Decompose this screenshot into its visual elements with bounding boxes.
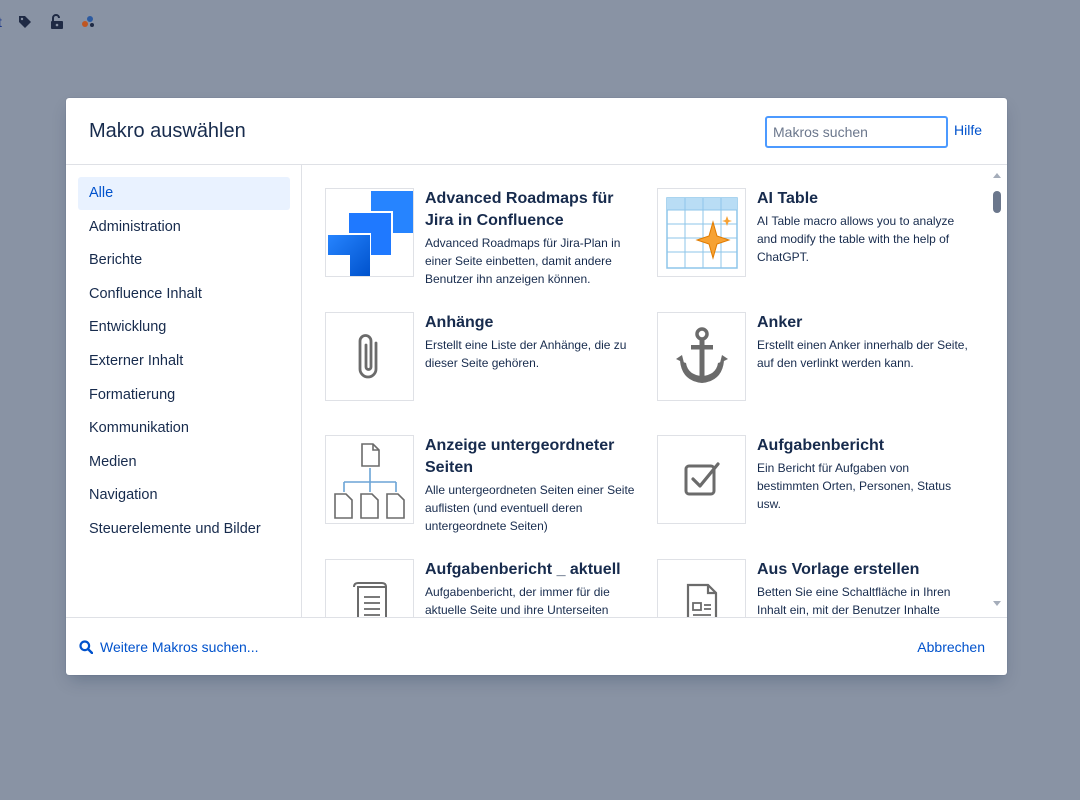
scroll-icon: [325, 559, 414, 617]
category-confluence-content[interactable]: Confluence Inhalt: [89, 285, 202, 302]
macro-item-children-display[interactable]: [325, 435, 645, 545]
category-media[interactable]: Medien: [89, 453, 137, 470]
checkbox-icon: [657, 435, 746, 524]
page-toolbar: [0, 10, 98, 34]
macro-name: AI Table: [757, 190, 819, 207]
paperclip-icon: [325, 312, 414, 401]
category-all[interactable]: Alle: [78, 177, 290, 210]
macro-name: Aufgabenbericht _ aktuell: [425, 561, 621, 578]
category-sidebar: [66, 165, 302, 617]
macro-item-task-report[interactable]: [657, 435, 977, 545]
macro-list-scrollbar[interactable]: [991, 173, 1003, 613]
search-icon: [79, 640, 93, 654]
macro-description: Advanced Roadmaps für Jira-Plan in einer Seite einbetten, damit andere Benutzer ihn anzeigen können.: [425, 236, 621, 286]
macro-description: Erstellt einen Anker innerhalb der Seite, auf den verlinkt werden kann.: [757, 338, 968, 370]
dialog-footer: [66, 617, 1007, 675]
macro-item-attachments[interactable]: [325, 312, 645, 422]
macro-name: Advanced Roadmaps für Jira in Confluence: [425, 190, 614, 229]
macro-item-anchor[interactable]: [657, 312, 977, 422]
category-communication[interactable]: Kommunikation: [89, 420, 189, 437]
macro-item-create-from-template[interactable]: [657, 559, 977, 617]
category-navigation[interactable]: Navigation: [89, 487, 158, 504]
find-more-macros-link[interactable]: [79, 639, 258, 655]
category-development[interactable]: Entwicklung: [89, 319, 167, 336]
help-link[interactable]: Hilfe: [954, 122, 983, 138]
category-reports[interactable]: Berichte: [89, 252, 143, 269]
ai-table-icon: [657, 188, 746, 277]
category-external-content[interactable]: Externer Inhalt: [89, 352, 184, 369]
dialog-body: [66, 165, 1007, 617]
macro-description: AI Table macro allows you to analyze and modify the table with the help of ChatGPT.: [757, 214, 955, 264]
macro-name: Aufgabenbericht: [757, 437, 885, 454]
category-formatting[interactable]: Formatierung: [89, 386, 176, 403]
macro-description: Betten Sie eine Schaltfläche in Ihren Inhalt ein, mit der Benutzer Inhalte: [757, 585, 951, 617]
macro-item-advanced-roadmaps[interactable]: [325, 188, 645, 298]
macro-item-ai-table[interactable]: [657, 188, 977, 298]
cancel-button[interactable]: Abbrechen: [917, 639, 985, 655]
dialog-header: [66, 98, 1007, 165]
macro-name: Anhänge: [425, 314, 494, 331]
macro-name: Anzeige untergeordneter Seiten: [425, 437, 615, 476]
category-controls-images[interactable]: Steuerelemente und Bilder: [89, 520, 261, 537]
find-more-macros-label: Weitere Makros suchen...: [100, 639, 259, 655]
macro-description: Erstellt eine Liste der Anhänge, die zu dieser Seite gehören.: [425, 338, 627, 370]
category-administration[interactable]: Administration: [89, 218, 181, 235]
page-tree-icon: [325, 435, 414, 524]
scrollbar-thumb[interactable]: [993, 191, 1001, 213]
unlock-icon[interactable]: [48, 13, 66, 31]
macro-description: Aufgabenbericht, der immer für die aktuelle Seite und ihre Unterseiten: [425, 585, 610, 617]
people-icon[interactable]: [80, 13, 98, 31]
template-icon: [657, 559, 746, 617]
tag-icon[interactable]: [16, 13, 34, 31]
scroll-down-arrow-icon[interactable]: [993, 601, 1001, 606]
macro-description: Alle untergeordneten Seiten einer Seite auflisten (und eventuell deren untergeordnete Seiten): [425, 483, 635, 533]
toolbar-partial-text: [0, 14, 2, 30]
macro-list: [303, 165, 1007, 617]
dialog-title: Makro auswählen: [89, 120, 246, 142]
macro-name: Aus Vorlage erstellen: [757, 561, 920, 578]
macro-description: Ein Bericht für Aufgaben von bestimmten Orten, Personen, Status usw.: [757, 461, 952, 511]
macro-name: Anker: [757, 314, 803, 331]
scroll-up-arrow-icon[interactable]: [993, 173, 1001, 178]
macro-item-task-report-current[interactable]: [325, 559, 645, 617]
macro-browser-dialog: [66, 98, 1007, 675]
macro-search-input[interactable]: [765, 116, 948, 148]
jira-logo-icon: [325, 188, 414, 277]
anchor-icon: [657, 312, 746, 401]
